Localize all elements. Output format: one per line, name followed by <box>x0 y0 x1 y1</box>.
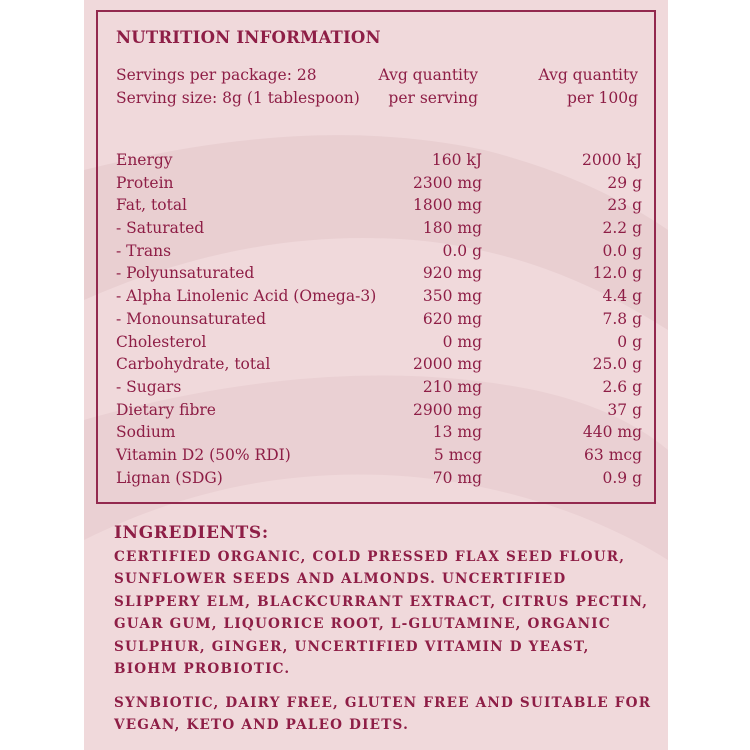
table-row <box>116 149 642 172</box>
nutrient-label: - Polyunsaturated <box>116 264 255 283</box>
per-100g-value: 23 g <box>607 196 642 215</box>
per-serving-value: 160 kJ <box>431 151 482 169</box>
table-row <box>116 399 642 422</box>
table-row <box>116 331 642 354</box>
per-100g-value: 0.9 g <box>602 468 642 487</box>
per-serving-value: 620 mg <box>422 309 482 328</box>
per-serving-value: 920 mg <box>422 264 482 283</box>
nutrient-label: Cholesterol <box>116 332 207 351</box>
per-100g-value: 0 g <box>617 332 642 351</box>
per-serving-value: 0.0 g <box>442 241 482 260</box>
table-row <box>116 262 642 285</box>
nutrient-label: Vitamin D2 (50% RDI) <box>116 445 291 464</box>
per-100g-value: 2.2 g <box>602 219 642 238</box>
per-serving-value: 70 mg <box>432 468 482 487</box>
column-header-line: Avg quantity <box>378 66 478 84</box>
per-100g-value: 4.4 g <box>602 287 642 306</box>
table-row <box>116 444 642 467</box>
per-serving-value: 180 mg <box>422 219 482 238</box>
column-header-line: Avg quantity <box>538 66 638 84</box>
table-row <box>116 421 642 444</box>
per-100g-value: 29 g <box>607 173 642 192</box>
table-row <box>116 194 642 217</box>
table-row <box>116 308 642 331</box>
table-row <box>116 240 642 263</box>
nutrient-label: Protein <box>116 173 174 192</box>
column-header-per-100g <box>539 64 638 110</box>
per-100g-value: 0.0 g <box>602 241 642 260</box>
per-serving-value: 5 mcg <box>433 445 482 464</box>
per-serving-value: 2000 mg <box>413 355 482 374</box>
per-serving-value: 2300 mg <box>413 173 482 192</box>
per-100g-value: 12.0 g <box>592 264 642 283</box>
table-row <box>116 217 642 240</box>
table-row <box>116 376 642 399</box>
column-header-line: per serving <box>388 89 478 107</box>
per-serving-value: 350 mg <box>422 287 482 306</box>
ingredients-title: INGREDIENTS: <box>114 523 269 543</box>
per-100g-value: 2000 kJ <box>582 151 642 169</box>
nutrition-panel <box>96 10 656 504</box>
nutrition-title: NUTRITION INFORMATION <box>116 28 381 47</box>
per-100g-value: 25.0 g <box>592 355 642 374</box>
column-header-line: per 100g <box>567 89 638 107</box>
nutrient-label: - Saturated <box>116 219 205 238</box>
per-100g-value: 440 mg <box>582 423 642 442</box>
column-header-per-serving <box>379 64 478 110</box>
nutrient-label: - Sugars <box>116 377 182 396</box>
nutrient-label: Lignan (SDG) <box>116 468 223 487</box>
table-row <box>116 285 642 308</box>
nutrition-table <box>116 149 642 489</box>
nutrient-label: Dietary fibre <box>116 400 216 419</box>
nutrient-label: - Monounsaturated <box>116 309 267 328</box>
nutrient-label: - Alpha Linolenic Acid (Omega-3) <box>116 287 377 306</box>
per-100g-value: 37 g <box>607 400 642 419</box>
servings-info <box>116 64 360 110</box>
serving-size: Serving size: 8g (1 tablespoon) <box>116 89 360 107</box>
ingredients-list: CERTIFIED ORGANIC, COLD PRESSED FLAX SEED FLOUR, SUNFLOWER SEEDS AND ALMONDS. UNCERTIFIED SLIPPERY ELM, BLACKCURRANT EXTRACT, CITRUS PECTIN, GUAR GUM, LIQUORICE ROOT, L-GLUTAMINE, ORGANIC SULPHUR, GINGER, UNCERTIFIED VITAMIN D YEAST, BIOHM PROBIOTIC. <box>114 549 649 678</box>
per-serving-value: 1800 mg <box>413 196 482 215</box>
per-100g-value: 2.6 g <box>602 377 642 396</box>
per-serving-value: 2900 mg <box>413 400 482 419</box>
nutrient-label: Carbohydrate, total <box>116 355 271 374</box>
nutrient-label: - Trans <box>116 241 172 260</box>
per-serving-value: 210 mg <box>422 377 482 396</box>
diet-note: SYNBIOTIC, DAIRY FREE, GLUTEN FREE AND SUITABLE FOR VEGAN, KETO AND PALEO DIETS. <box>114 695 652 734</box>
nutrient-label: Fat, total <box>116 196 188 215</box>
table-row <box>116 353 642 376</box>
nutrient-label: Energy <box>116 151 173 169</box>
per-100g-value: 63 mcg <box>584 445 642 464</box>
table-row <box>116 172 642 195</box>
servings-per-package: Servings per package: 28 <box>116 66 317 84</box>
table-row <box>116 467 642 490</box>
nutrient-label: Sodium <box>116 423 176 442</box>
per-100g-value: 7.8 g <box>602 309 642 328</box>
per-serving-value: 13 mg <box>432 423 482 442</box>
per-serving-value: 0 mg <box>442 332 482 351</box>
